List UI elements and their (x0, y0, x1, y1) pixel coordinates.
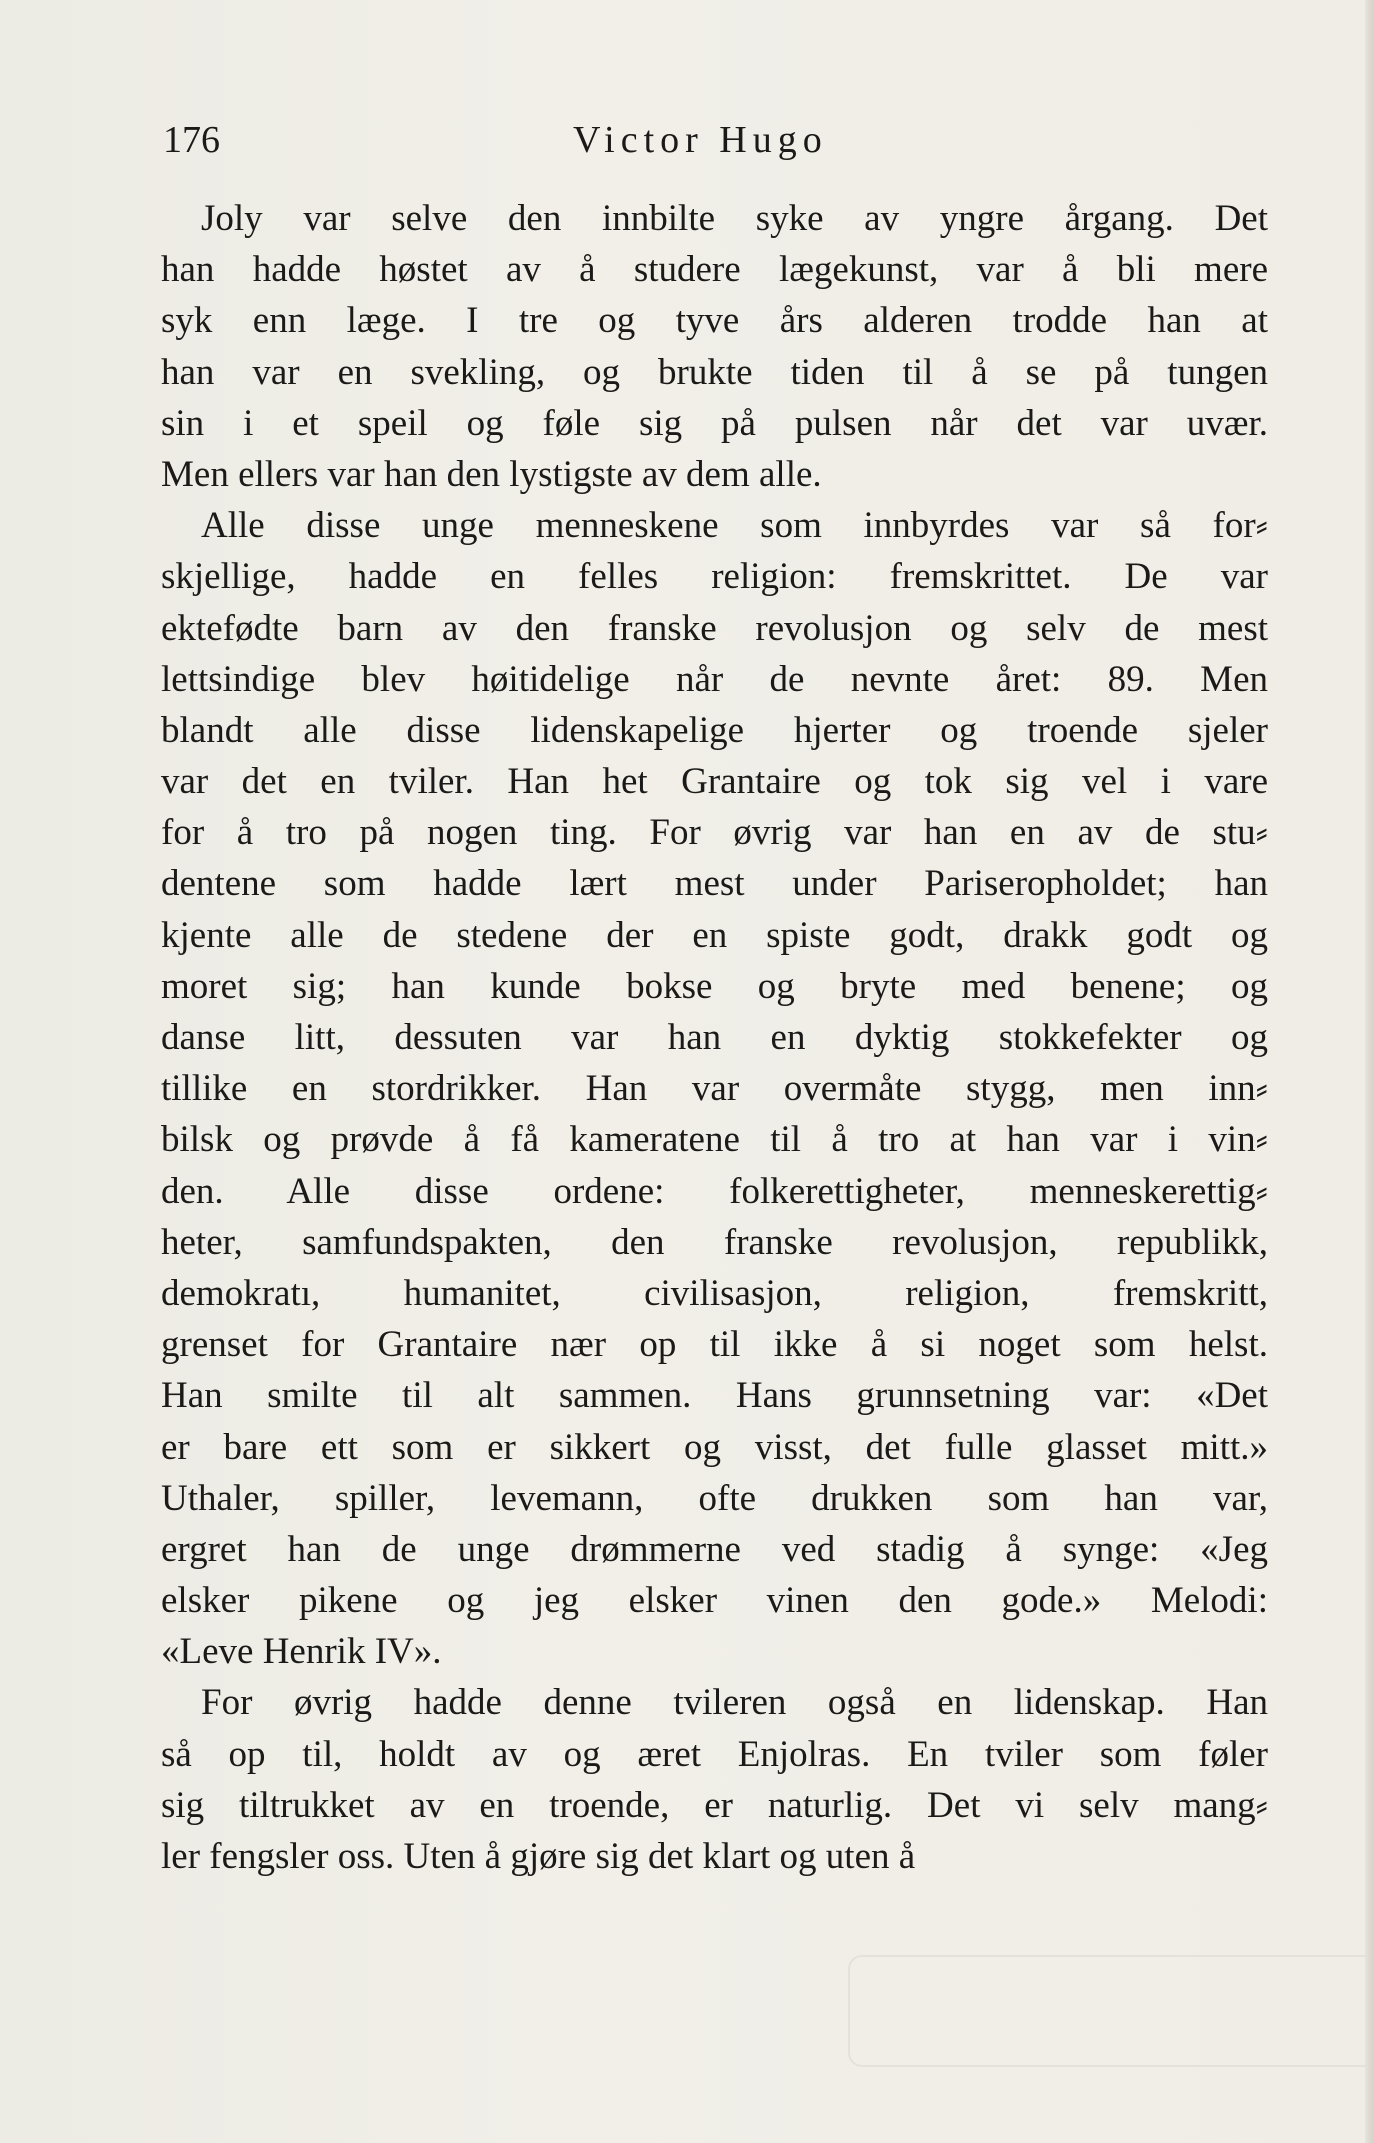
text-line: lettsindige blev høitidelige når de nevnte året: 89. Men (161, 658, 1268, 700)
paragraph (161, 500, 1268, 1677)
text-line: den. Alle disse ordene: folkerettigheter, menneskerettig⸗ (161, 1170, 1268, 1212)
text-line: ler fengsler oss. Uten å gjøre sig det klart og uten å (161, 1836, 916, 1877)
text-line: syk enn læge. I tre og tyve års alderen trodde han at (161, 300, 1268, 342)
text-line: Men ellers var han den lystigste av dem alle. (161, 453, 822, 495)
text-line: Han smilte til alt sammen. Hans grunnsetning var: «Det (161, 1375, 1268, 1417)
text-line: Alle disse unge menneskene som innbyrdes var så for⸗ (201, 505, 1268, 547)
text-line: kjente alle de stedene der en spiste godt, drakk godt og (161, 914, 1268, 956)
text-line: «Leve Henrik IV». (161, 1631, 442, 1673)
text-line: ergret han de unge drømmerne ved stadig å synge: «Jeg (161, 1528, 1268, 1570)
running-title: Victor Hugo (573, 119, 828, 161)
running-head (163, 118, 1273, 168)
text-line: dentene som hadde lært mest under Pariseropholdet; han (161, 863, 1268, 905)
text-line: for å tro på nogen ting. For øvrig var han en av de stu⸗ (161, 812, 1268, 854)
page-edge (1365, 0, 1373, 2143)
text-line: Uthaler, spiller, levemann, ofte drukken som han var, (161, 1477, 1268, 1519)
text-line: var det en tviler. Han het Grantaire og tok sig vel i vare (161, 761, 1268, 803)
text-line: sin i et speil og føle sig på pulsen når det var uvær. (161, 402, 1268, 444)
text-line: Joly var selve den innbilte syke av yngre årgang. Det (201, 198, 1268, 239)
text-line: demokratı, humanitet, civilisasjon, religion, fremskritt, (161, 1272, 1268, 1314)
text-line: sig tiltrukket av en troende, er naturlig. Det vi selv mang⸗ (161, 1784, 1268, 1826)
text-line: For øvrig hadde denne tvileren også en lidenskap. Han (201, 1682, 1268, 1724)
paragraph (161, 1677, 1268, 1882)
paragraph (161, 193, 1268, 500)
text-line: så op til, holdt av og æret Enjolras. En tviler som føler (161, 1733, 1268, 1775)
text-line: danse litt, dessuten var han en dyktig stokkefekter og (161, 1017, 1268, 1058)
text-line: moret sig; han kunde bokse og bryte med benene; og (161, 965, 1268, 1007)
text-line: er bare ett som er sikkert og visst, det fulle glasset mitt.» (161, 1426, 1268, 1468)
faint-stamp-mark (848, 1955, 1370, 2067)
body-text (161, 193, 1268, 1882)
text-line: tillike en stordrikker. Han var overmåte stygg, men inn⸗ (161, 1068, 1268, 1110)
page-number: 176 (163, 119, 220, 161)
text-line: han hadde høstet av å studere lægekunst, var å bli mere (161, 249, 1268, 291)
text-line: ektefødte barn av den franske revolusjon og selv de mest (161, 607, 1268, 649)
text-line: heter, samfundspakten, den franske revolusjon, republikk, (161, 1221, 1268, 1263)
text-line: grenset for Grantaire nær op til ikke å si noget som helst. (161, 1324, 1268, 1366)
text-line: bilsk og prøvde å få kameratene til å tro at han var i vin⸗ (161, 1119, 1268, 1161)
text-line: skjellige, hadde en felles religion: fremskrittet. De var (161, 556, 1268, 598)
text-line: elsker pikene og jeg elsker vinen den gode.» Melodi: (161, 1580, 1268, 1622)
text-line: han var en svekling, og brukte tiden til å se på tungen (161, 351, 1268, 393)
text-line: blandt alle disse lidenskapelige hjerter og troende sjeler (161, 709, 1268, 751)
